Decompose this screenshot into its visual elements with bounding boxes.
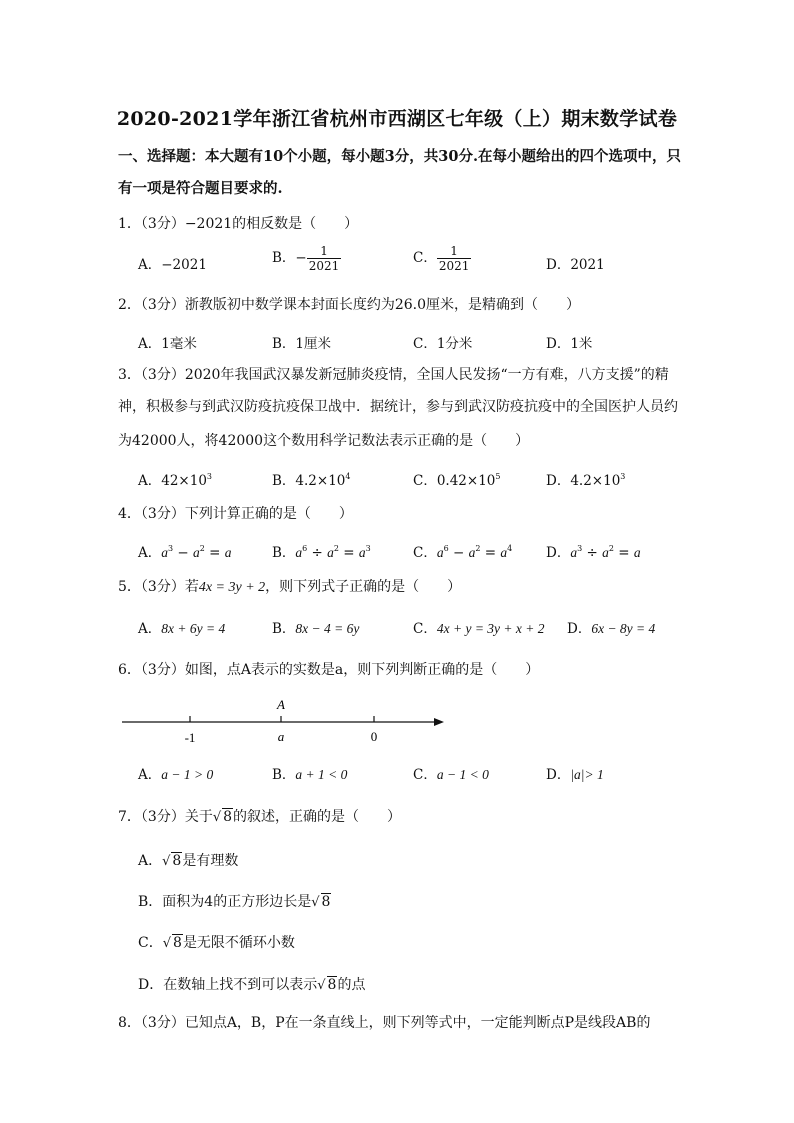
- question-3-option-d: D．$4.2\times 10^3$: [546, 472, 626, 489]
- question-5-option-d: D．6x − 8y = 4: [567, 621, 656, 637]
- question-3-line1: 3．（3分）2020年我国武汉暴发新冠肺炎疫情，全国人民发扬“一方有难，八方支援”的精: [118, 367, 669, 383]
- question-4-option-c: C．$a^6 - a^2 = a^4$: [413, 544, 513, 561]
- question-7-stem: 7．（3分）关于√ 8的叙述，正确的是（ ）: [118, 809, 402, 825]
- question-2-option-a: A．1毫米: [138, 336, 197, 352]
- number-line-figure: [118, 694, 458, 754]
- question-4-option-b: B．$a^6 \div a^2 = a^3$: [272, 544, 371, 561]
- question-1-stem: 1．（3分）−2021的相反数是（ ）: [118, 216, 359, 232]
- page-title: 2020-2021学年浙江省杭州市西湖区七年级（上）期末数学试卷: [116, 108, 678, 130]
- section-heading-line1: 一、选择题：本大题有10个小题，每小题3分，共30分.在每小题给出的四个选项中，只: [118, 148, 681, 165]
- question-3-line2: 神，积极参与到武汉防疫抗疫保卫战中．据统计，参与到武汉防疫抗疫中的全国医护人员约: [118, 399, 678, 415]
- question-3-option-b: B．$4.2\times 10^4$: [272, 472, 351, 489]
- question-1-option-c: C． $\frac{1}{2021}$: [413, 244, 470, 273]
- question-5-option-a: A．8x + 6y = 4: [138, 621, 226, 637]
- question-8-stem: 8．（3分）已知点A，B，P在一条直线上，则下列等式中，一定能判断点P是线段AB的: [118, 1015, 651, 1031]
- question-2-option-d: D．1米: [546, 336, 593, 352]
- section-heading-line2: 有一项是符合题目要求的.: [118, 180, 283, 197]
- question-6-option-a: A．a − 1 > 0: [138, 767, 214, 783]
- question-7-option-d: D．在数轴上找不到可以表示√ 8的点: [138, 977, 366, 993]
- tick-neg1-label: -1: [184, 730, 196, 745]
- question-6-option-d: D．|a|> 1: [546, 767, 604, 783]
- tick-0-label: 0: [370, 729, 378, 744]
- number-line-arrow: [434, 718, 444, 726]
- question-4-stem: 4．（3分）下列计算正确的是（ ）: [118, 506, 353, 522]
- question-5-stem: 5．（3分）若4x = 3y + 2，则下列式子正确的是（ ）: [118, 579, 462, 595]
- question-4-option-a: A．$a^3 - a^2 = a$: [138, 544, 232, 561]
- question-6-option-c: C．a − 1 < 0: [413, 767, 489, 783]
- question-3-option-a: A．$42\times 10^3$: [138, 472, 213, 489]
- question-6-option-b: B．a + 1 < 0: [272, 767, 348, 783]
- question-3-option-c: C．$0.42\times 10^5$: [413, 472, 501, 489]
- question-2-stem: 2．（3分）浙教版初中数学课本封面长度约为26.0厘米，是精确到（ ）: [118, 297, 580, 313]
- question-2-option-c: C．1分米: [413, 336, 473, 352]
- question-1-option-d: D．2021: [546, 257, 605, 273]
- question-3-line3: 为42000人，将42000这个数用科学记数法表示正确的是（ ）: [118, 433, 530, 449]
- question-2-option-b: B．1厘米: [272, 336, 332, 352]
- question-1-option-a: A．−2021: [138, 257, 207, 273]
- question-7-option-b: B．面积为4的正方形边长是√ 8: [138, 894, 331, 910]
- question-6-stem: 6．（3分）如图，点A表示的实数是a，则下列判断正确的是（ ）: [118, 662, 540, 678]
- point-a-label: A: [277, 697, 285, 712]
- question-4-option-d: D．$a^3 \div a^2 = a$: [546, 544, 641, 561]
- question-1-option-b: B．− $\frac{1}{2021}$: [272, 244, 340, 273]
- question-7-option-c: C．√ 8是无限不循环小数: [138, 935, 295, 951]
- question-5-option-b: B．8x − 4 = 6y: [272, 621, 360, 637]
- question-5-option-c: C．4x + y = 3y + x + 2: [413, 621, 545, 637]
- tick-a-label: a: [277, 729, 285, 744]
- question-7-option-a: A．√ 8是有理数: [138, 853, 239, 869]
